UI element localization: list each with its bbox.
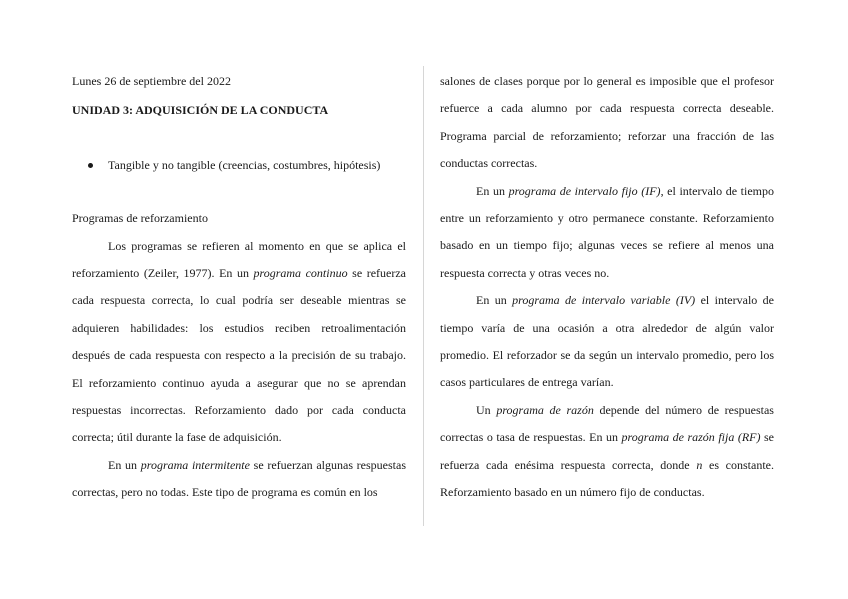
paragraph-text: En un bbox=[476, 293, 513, 308]
term-n: n bbox=[696, 457, 703, 472]
column-divider bbox=[423, 66, 424, 526]
bullet-list bbox=[72, 152, 406, 179]
paragraph-intervalo-variable bbox=[440, 287, 774, 397]
paragraph-text: Un bbox=[476, 402, 497, 417]
paragraph-text: En un bbox=[108, 457, 141, 472]
term-intervalo-variable: programa de intervalo variable (IV) bbox=[512, 293, 696, 308]
paragraph-text: Los programas se refieren al momento en que se aplica el reforzamiento (Zeiler, 1977). En un bbox=[72, 238, 406, 281]
paragraph-text: es constante. Reforzamiento basado en un número fijo de conductas. bbox=[440, 457, 774, 500]
paragraph-razon bbox=[440, 397, 774, 507]
term-programa-razon: programa de razón bbox=[496, 402, 594, 417]
paragraph-programas bbox=[72, 233, 406, 452]
paragraph-intervalo-fijo bbox=[440, 178, 774, 288]
term-programa-continuo: programa continuo bbox=[253, 266, 348, 281]
term-intervalo-fijo: programa de intervalo fijo (IF) bbox=[508, 183, 661, 198]
bullet-item bbox=[88, 152, 406, 179]
term-razon-fija: programa de razón fija (RF) bbox=[621, 430, 761, 445]
paragraph-text: depende del número de respuestas correctas o tasa de respuestas. En un bbox=[440, 402, 774, 445]
term-programa-intermitente: programa intermitente bbox=[140, 457, 250, 472]
paragraph-text: se refuerza cada respuesta correcta, lo cual podría ser deseable mientras se adquieren habilidades: los estudios reciben retroalimentación después de cada respuesta con respecto a la precisión de su trabajo. El reforzamiento continuo ayuda a asegurar que no se aprendan respuestas incorrectas. Reforzamiento dado por cada conducta correcta; útil durante la fase de adquisición. bbox=[72, 266, 406, 445]
paragraph-text: se refuerzan algunas respuestas correctas, pero no todas. Este tipo de programa es común en los bbox=[72, 457, 407, 500]
section-heading: Programas de reforzamiento bbox=[72, 211, 208, 226]
paragraph-continuation: salones de clases porque por lo general es imposible que el profesor refuerce a cada alumno por cada respuesta correcta deseable. Programa parcial de reforzamiento; reforzar una fracción de las conductas correctas. bbox=[440, 74, 774, 171]
paragraph-text: , el intervalo de tiempo entre un reforzamiento y otro permanece constante. Reforzamiento basado en un tiempo fijo; algunas veces se refiere al menos una respuesta correcta y otras veces no. bbox=[440, 183, 774, 280]
paragraph-text: En un bbox=[476, 183, 509, 198]
paragraph-text: el intervalo de tiempo varía de una ocasión a otra alrededor de algún valor promedio. El reforzador se da según un intervalo promedio, pero los casos particulares de entrega varían. bbox=[440, 293, 774, 390]
unit-title: UNIDAD 3: ADQUISICIÓN DE LA CONDUCTA bbox=[72, 103, 329, 118]
bullet-icon bbox=[88, 163, 93, 168]
paragraph-intermitente bbox=[72, 452, 406, 507]
paragraph-text: se refuerza cada enésima respuesta correcta, donde bbox=[440, 430, 775, 472]
left-column bbox=[72, 68, 406, 507]
date-line: Lunes 26 de septiembre del 2022 bbox=[72, 74, 231, 88]
bullet-text: Tangible y no tangible (creencias, costumbres, hipótesis) bbox=[108, 157, 381, 172]
right-column bbox=[440, 68, 774, 507]
